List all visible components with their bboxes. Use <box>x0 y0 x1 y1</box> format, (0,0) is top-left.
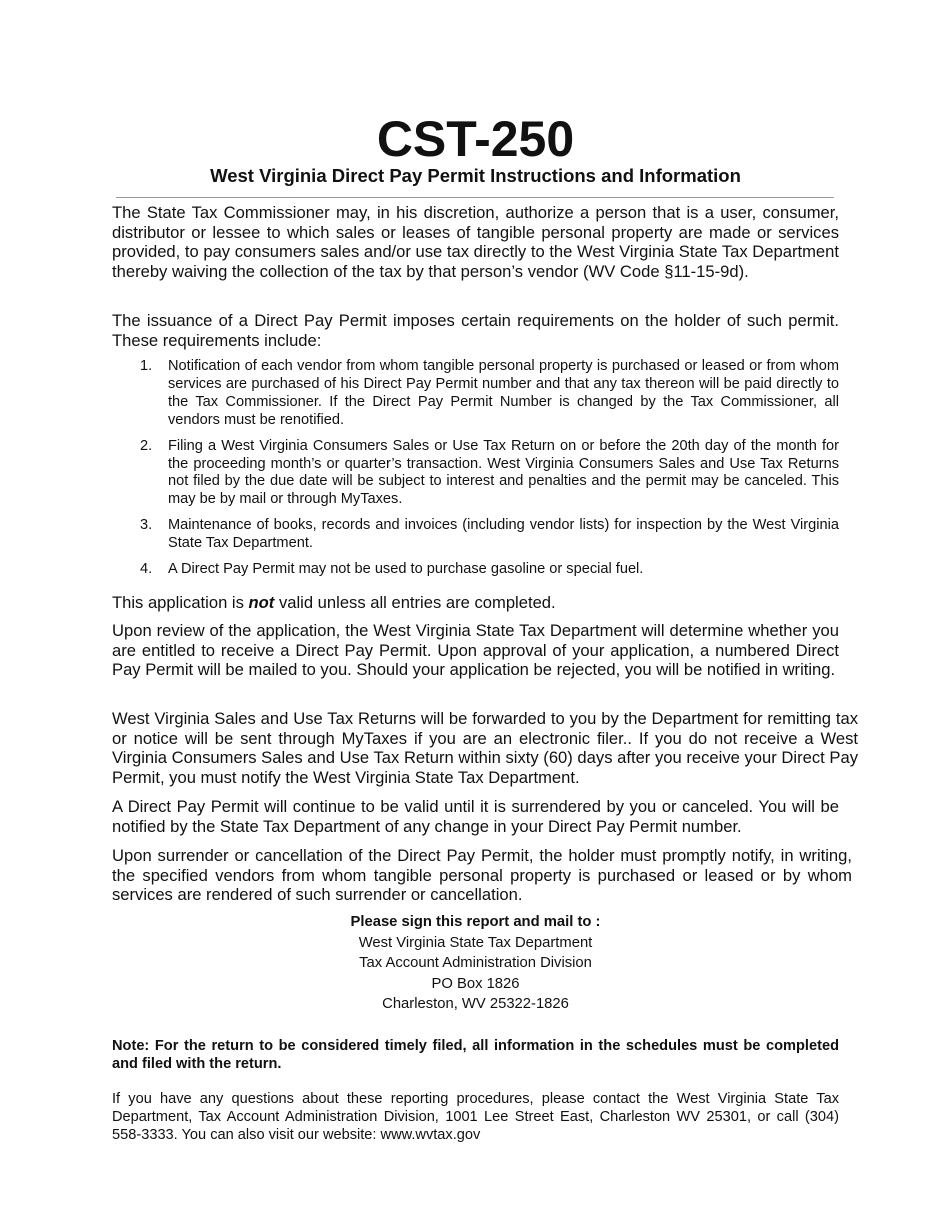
mailing-line: Charleston, WV 25322-1826 <box>382 996 569 1013</box>
requirements-intro-paragraph: The issuance of a Direct Pay Permit imposes certain requirements on the holder of such permit. These requirements include: <box>112 311 839 350</box>
list-item-number: 2. <box>140 437 153 454</box>
list-item-number: 3. <box>140 517 153 534</box>
mailing-address-block <box>112 912 839 1015</box>
list-item <box>140 517 839 553</box>
list-item-text: Maintenance of books, records and invoices (including vendor lists) for inspection by the West Virginia State Tax Department. <box>168 517 839 552</box>
mailing-line: West Virginia State Tax Department <box>358 934 593 951</box>
list-item-number: 4. <box>140 561 153 578</box>
list-item-text: A Direct Pay Permit may not be used to purchase gasoline or special fuel. <box>168 561 644 578</box>
intro-paragraph: The State Tax Commissioner may, in his discretion, authorize a person that is a user, consumer, distributor or lessee to which sales or leases of tangible personal property are made or services provided, to pay consumers sales and/or use tax directly to the West Virginia State Tax Department thereby waiving the collection of the tax by that person’s vendor (WV Code §11-15-9d). <box>112 203 839 282</box>
title-divider <box>116 197 834 198</box>
form-number: CST-250 <box>376 111 575 167</box>
mailing-line: Tax Account Administration Division <box>359 955 592 972</box>
list-item-text: Notification of each vendor from whom tangible personal property is purchased or leased or from whom services are purchased of his Direct Pay Permit number and that any tax thereon will be paid directly to the Tax Commissioner. If the Direct Pay Permit Number is changed by the Tax Commissioner, all vendors must be renotified. <box>168 358 839 428</box>
validity-prefix: This application is <box>112 593 249 612</box>
list-item <box>140 358 839 430</box>
list-item <box>140 561 839 579</box>
list-item-number: 1. <box>140 358 153 374</box>
contact-paragraph: If you have any questions about these reporting procedures, please contact the West Virginia State Tax Department, Tax Account Administration Division, 1001 Lee Street East, Charleston WV 25301, or call (304) 558-3333. You can also visit our website: www.wvtax.gov <box>112 1091 839 1143</box>
list-item <box>140 438 839 510</box>
review-paragraph: Upon review of the application, the West Virginia State Tax Department will determine whether you are entitled to receive a Direct Pay Permit. Upon approval of your application, a numbered Direct Pay Permit will be mailed to you. Should your application be rejected, you will be notified in writing. <box>112 621 839 680</box>
list-item-text: Filing a West Virginia Consumers Sales or Use Tax Return on or before the 20th day of the month for the proceeding month’s or quarter’s transaction. West Virginia Consumers Sales and Use Tax Returns not filed by the due date will be subject to interest and penalties and the permit may be canceled. This may be by mail or through MyTaxes. <box>168 437 839 508</box>
validity-emphasis: not <box>248 593 275 612</box>
document-title: West Virginia Direct Pay Permit Instructions and Information <box>210 165 741 186</box>
continuation-paragraph: A Direct Pay Permit will continue to be valid until it is surrendered by you or canceled. You will be notified by the State Tax Department of any change in your Direct Pay Permit number. <box>112 797 839 836</box>
returns-paragraph: West Virginia Sales and Use Tax Returns will be forwarded to you by the Department for remitting tax or notice will be sent through MyTaxes if you are an electronic filer.. If you do not receive a West Virginia Consumers Sales and Use Tax Return within sixty (60) days after you receive your Direct Pay Permit, you must notify the West Virginia State Tax Department. <box>112 709 858 788</box>
mailing-heading: Please sign this report and mail to : <box>350 914 601 930</box>
mailing-line: PO Box 1826 <box>431 975 520 992</box>
validity-suffix: valid unless all entries are completed. <box>274 593 556 612</box>
surrender-paragraph: Upon surrender or cancellation of the Direct Pay Permit, the holder must promptly notify, in writing, the specified vendors from whom tangible personal property is purchased or leased or by whom services are rendered of such surrender or cancellation. <box>112 846 852 905</box>
validity-paragraph <box>112 593 839 613</box>
filing-note: Note: For the return to be considered timely filed, all information in the schedules must be completed and filed with the return. <box>112 1038 839 1072</box>
requirements-list <box>140 358 839 579</box>
